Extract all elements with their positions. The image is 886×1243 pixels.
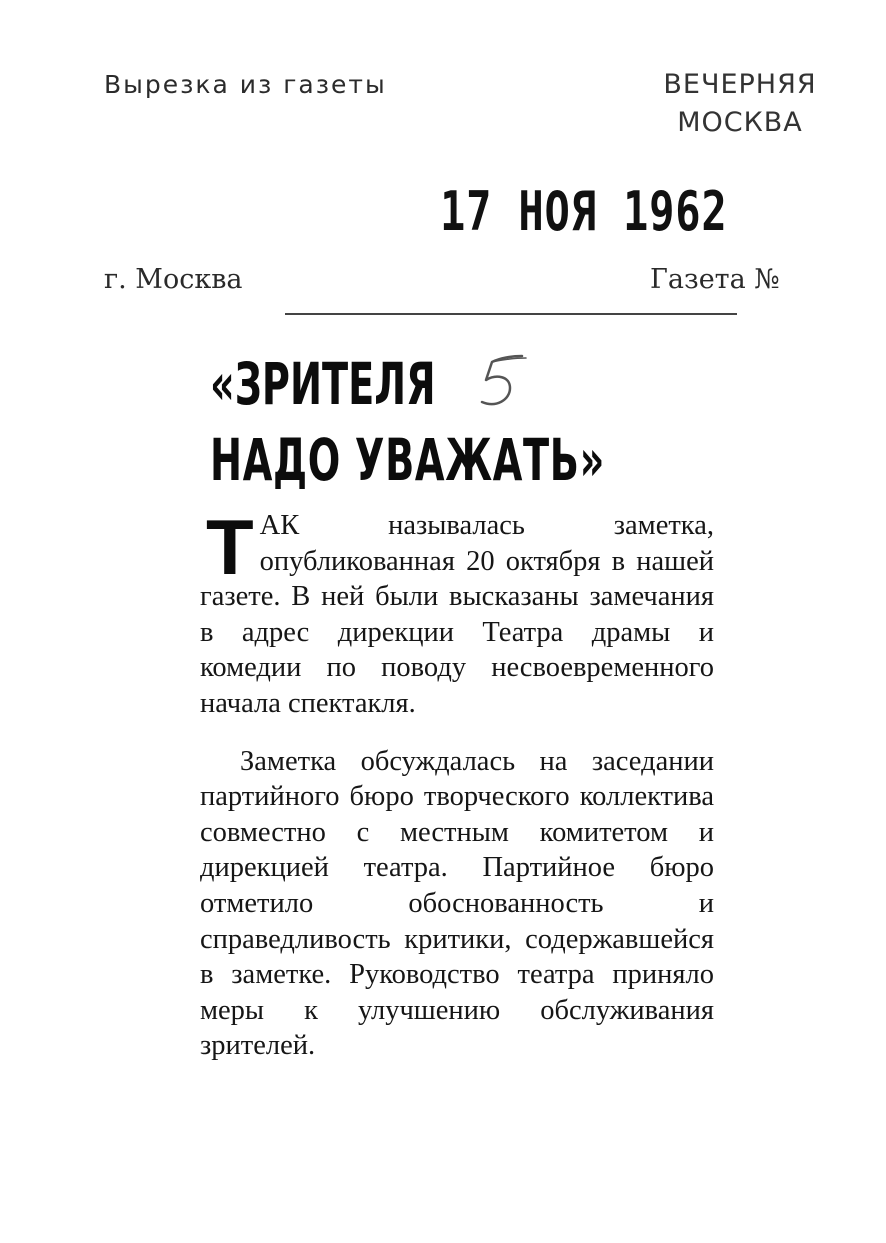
article-paragraph-1-text: АК называлась заметка, опубликованная 20 октября в нашей газете. В ней были высказаны замечания в адрес дирекции Театра драмы и комедии по поводу несвоевременного начала спектакля. — [200, 510, 714, 719]
newspaper-name — [630, 66, 850, 142]
handwritten-number-mark — [470, 350, 534, 414]
date-stamp: 17 НОЯ 1962 — [440, 180, 728, 243]
header-divider — [285, 313, 737, 315]
gazeta-number-label: Газета № — [650, 264, 780, 295]
article-headline — [210, 346, 605, 498]
headline-line-2: НАДО УВАЖАТЬ» — [210, 426, 606, 494]
newspaper-name-line-1: ВЕЧЕРНЯЯ — [663, 69, 817, 100]
clipping-label: Вырезка из газеты — [104, 70, 387, 99]
city-label: г. Москва — [104, 264, 243, 295]
article-paragraph-2: Заметка обсуждалась на заседании партийного бюро творческого коллектива совместно с местным комитетом и дирекцией театра. Партийное бюро отметило обоснованность и справедливость критики, содержавшейся в заметке. Руководство театра приняло меры к улучшению обслуживания зрителей. — [200, 745, 714, 1062]
article-body — [200, 503, 714, 1064]
headline-line-1: «ЗРИТЕЛЯ — [210, 350, 436, 418]
newspaper-name-line-2: МОСКВА — [677, 107, 803, 138]
drop-cap-letter: Т — [206, 503, 254, 591]
article-paragraph-1 — [200, 503, 714, 722]
